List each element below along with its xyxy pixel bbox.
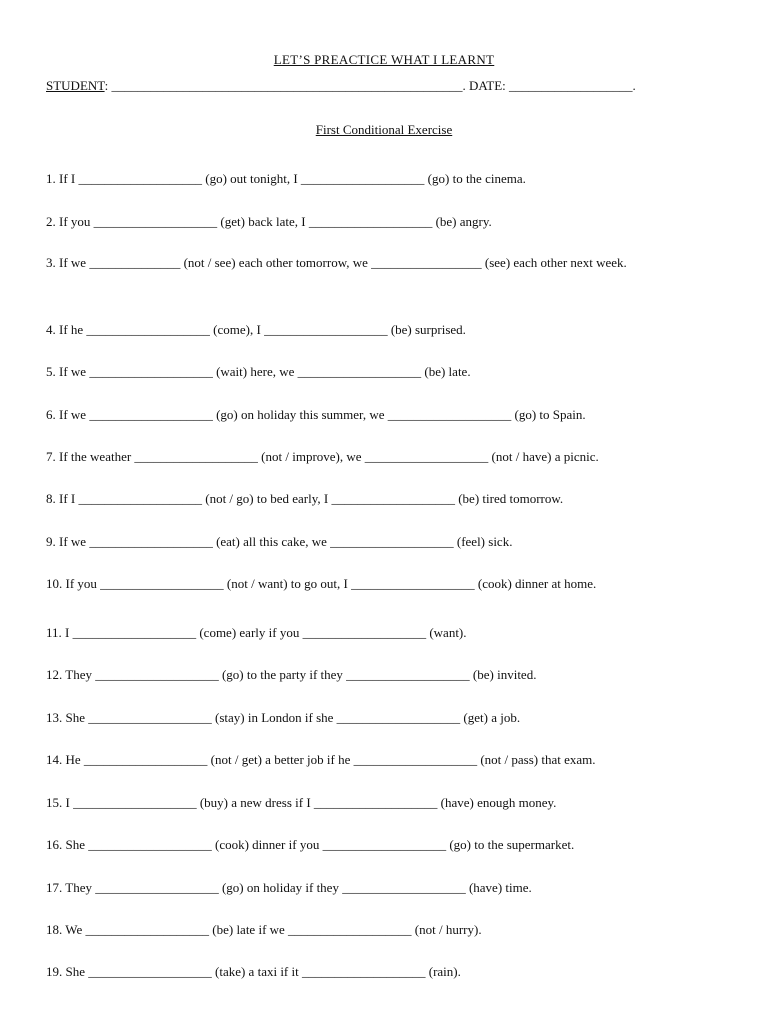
question-item: 7. If the weather ___________________ (not / improve), we ___________________ (not / have) a picnic. [46, 449, 599, 464]
question-item: 8. If I ___________________ (not / go) to bed early, I ___________________ (be) tired tomorrow. [46, 491, 564, 506]
question-item: 5. If we ___________________ (wait) here, we ___________________ (be) late. [46, 364, 471, 379]
question-item: 14. He ___________________ (not / get) a better job if he ___________________ (not / pass) that exam. [46, 752, 596, 767]
worksheet-title: LET’S PREACTICE WHAT I LEARNT [273, 52, 495, 67]
student-date-blanks: : ______________________________________________________. DATE: ___________________. [104, 78, 636, 93]
question-item: 15. I ___________________ (buy) a new dress if I ___________________ (have) enough money. [46, 795, 557, 810]
question-item: 12. They ___________________ (go) to the party if they ___________________ (be) invited. [46, 667, 537, 682]
question-item: 4. If he ___________________ (come), I ___________________ (be) surprised. [46, 322, 466, 337]
question-item: 2. If you ___________________ (get) back late, I ___________________ (be) angry. [46, 214, 492, 229]
question-item: 18. We ___________________ (be) late if we ___________________ (not / hurry). [46, 922, 482, 937]
question-item: 6. If we ___________________ (go) on holiday this summer, we ___________________ (go) to Spain. [46, 407, 586, 422]
exercise-subtitle: First Conditional Exercise [315, 122, 453, 137]
student-label: STUDENT [46, 78, 105, 93]
question-item: 13. She ___________________ (stay) in London if she ___________________ (get) a job. [46, 710, 521, 725]
student-date-line [46, 78, 636, 94]
question-item: 11. I ___________________ (come) early if you ___________________ (want). [46, 625, 467, 640]
question-item: 9. If we ___________________ (eat) all this cake, we ___________________ (feel) sick. [46, 534, 513, 549]
question-item: 1. If I ___________________ (go) out tonight, I ___________________ (go) to the cinema. [46, 171, 526, 186]
question-item: 19. She ___________________ (take) a taxi if it ___________________ (rain). [46, 964, 461, 979]
question-item: 10. If you ___________________ (not / want) to go out, I ___________________ (cook) dinner at home. [46, 576, 597, 591]
question-item: 17. They ___________________ (go) on holiday if they ___________________ (have) time. [46, 880, 532, 895]
question-item: 16. She ___________________ (cook) dinner if you ___________________ (go) to the supermarket. [46, 837, 575, 852]
question-item: 3. If we ______________ (not / see) each other tomorrow, we _________________ (see) each other next week. [46, 255, 627, 270]
